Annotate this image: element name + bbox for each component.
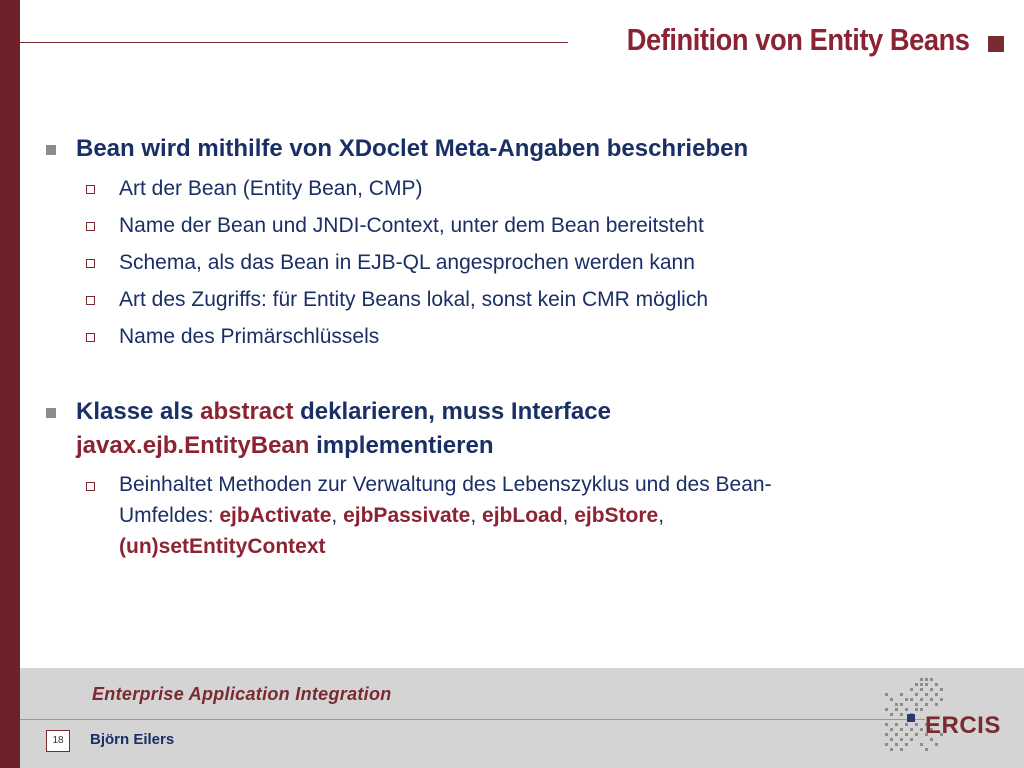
bullet-2-line-2 [76, 429, 494, 463]
title-rule [20, 42, 568, 43]
sub-bullet-icon [86, 222, 95, 231]
text-segment: deklarieren, muss Interface [293, 398, 611, 425]
bullet-square-icon [46, 408, 56, 418]
text-segment: Klasse als [76, 398, 201, 425]
footer-title: Enterprise Application Integration [92, 684, 392, 704]
sub-bullet-1-2: Name der Bean und JNDI-Context, unter dem Bean bereitsteht [119, 214, 704, 237]
footer [20, 668, 1024, 768]
logo-dot-icon [907, 714, 915, 722]
sub-bullet-icon [86, 185, 95, 194]
method-ejbpassivate: ejbPassivate [343, 504, 471, 527]
text-segment: implementieren [309, 432, 494, 459]
sub-bullet-2-1-line-1: Beinhaltet Methoden zur Verwaltung des Lebenszyklus und des Bean- [119, 473, 772, 496]
keyword-entitybean: javax.ejb.EntityBean [76, 432, 310, 459]
sub-bullet-icon [86, 482, 95, 491]
method-ejbstore: ejbStore [574, 504, 659, 527]
sub-bullet-2-1-line-2 [119, 500, 664, 531]
page-number: 18 [46, 730, 70, 752]
slide-title: Definition von Entity Beans [627, 22, 970, 57]
title-square-icon [988, 36, 1004, 52]
method-ejbload: ejbLoad [482, 504, 563, 527]
separator: , [562, 504, 575, 527]
sub-bullet-1-4: Art des Zugriffs: für Entity Beans lokal, sonst kein CMR möglich [119, 288, 709, 311]
text-segment: Umfeldes: [119, 504, 220, 527]
bullet-1-text: Bean wird mithilfe von XDoclet Meta-Angaben beschrieben [76, 135, 749, 162]
sub-bullet-1-1: Art der Bean (Entity Bean, CMP) [119, 177, 423, 200]
bullet-square-icon [46, 145, 56, 155]
sub-bullet-1-3: Schema, als das Bean in EJB-QL angesprochen werden kann [119, 251, 695, 274]
separator: , [658, 504, 665, 527]
ercis-logo-text: ERCIS [925, 712, 1001, 739]
method-unsetentitycontext: (un)setEntityContext [119, 535, 326, 558]
left-accent-bar [0, 0, 20, 768]
keyword-abstract: abstract [200, 398, 294, 425]
sub-bullet-1-5: Name des Primärschlüssels [119, 325, 380, 348]
author-name: Björn Eilers [90, 731, 175, 748]
separator: , [470, 504, 483, 527]
separator: , [331, 504, 344, 527]
sub-bullet-icon [86, 333, 95, 342]
footer-rule [20, 719, 925, 720]
bullet-2-line-1 [76, 395, 611, 429]
method-ejbactivate: ejbActivate [219, 504, 332, 527]
sub-bullet-icon [86, 259, 95, 268]
sub-bullet-icon [86, 296, 95, 305]
